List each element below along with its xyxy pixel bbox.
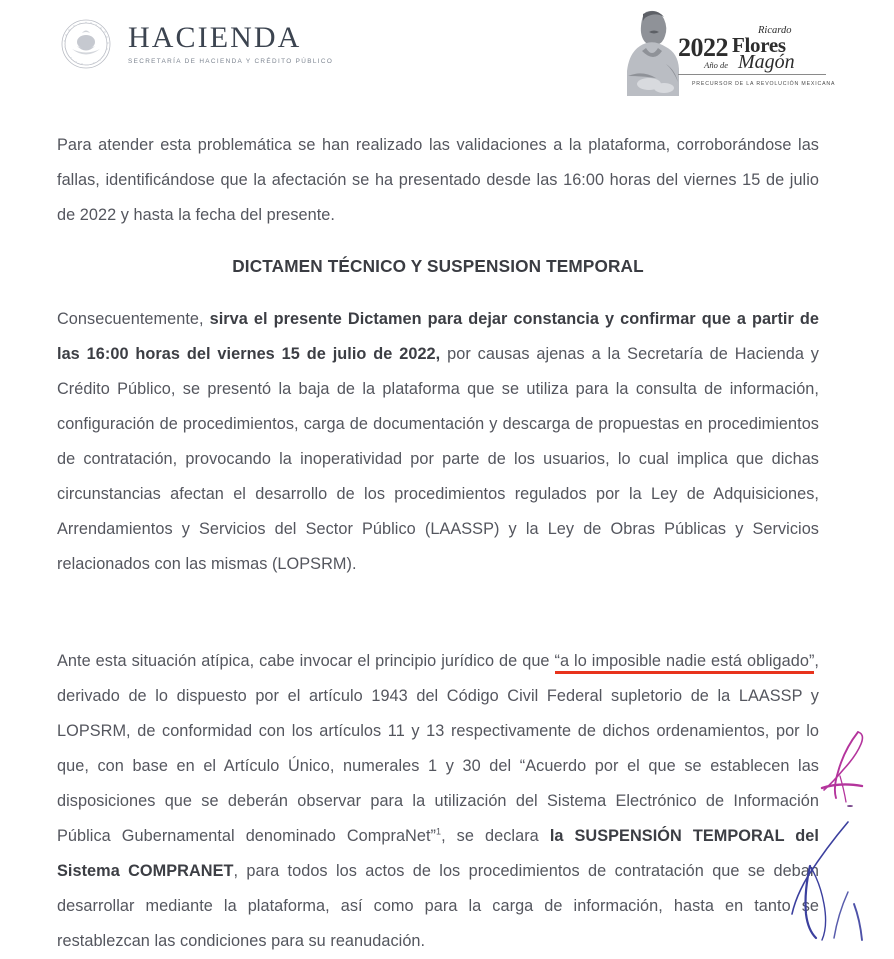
run-underlined-principio: “a lo imposible nadie está obligado” [555, 652, 815, 674]
magon-name-ricardo: Ricardo [758, 25, 792, 36]
footnote-marker: 1 [436, 826, 442, 837]
document-header [0, 0, 894, 108]
hacienda-title: HACIENDA [128, 21, 302, 54]
magon-divider [678, 74, 826, 75]
paragraph-principio-juridico [57, 644, 819, 959]
magon-ano-de-label: Año de [704, 60, 728, 71]
run-causas-ajenas: por causas ajenas a la Secretaría de Hacienda y Crédito Público, se presentó la baja de la plataforma que se utiliza para la consulta de información, configuración de procedimientos, carga de documentación y descarga de propuestas en procedimientos de contratación, provocando la inoperatividad por parte de los usuarios, lo cual implica que dichas circunstancias afectan el desarrollo de los procedimientos regulados por la Ley de Adquisiciones, Arrendamientos y Servicios del Sector Público (LAASSP) y la Ley de Obras Públicas y Servicios relacionados con las mismas (LOPSRM). [57, 345, 819, 573]
mexican-national-seal-icon [58, 16, 114, 72]
magon-name-flores: Flores [732, 32, 786, 57]
hacienda-wordmark [128, 23, 333, 65]
magon-year: 2022 [678, 33, 728, 63]
magon-tagline: PRECURSOR DE LA REVOLUCIÓN MEXICANA [692, 81, 836, 88]
paragraph-dictamen [57, 302, 819, 582]
magon-name-magon: Magón [738, 50, 795, 73]
run-bold-suspension-compranet: la SUSPENSIÓN TEMPORAL del Sistema COMPRANET [57, 827, 819, 880]
page-title: DICTAMEN TÉCNICO Y SUSPENSION TEMPORAL [232, 256, 644, 276]
signature-mark-magenta [820, 726, 894, 834]
hacienda-subtitle: SECRETARÍA DE HACIENDA Y CRÉDITO PÚBLICO [128, 58, 334, 65]
run-actos-procedimientos: , para todos los actos de los procedimientos de contratación que se deban desarrollar mediante la plataforma, así como para la carga de información, hasta en tanto se restablezcan las condiciones para su reanudación. [57, 862, 819, 950]
run-se-declara: , se declara [441, 827, 550, 845]
document-body [57, 128, 819, 959]
run-bold-fecha-suspension: sirva el presente Dictamen para dejar constancia y confirmar que a partir de las 16:00 horas del viernes 15 de julio de 2022, [57, 310, 819, 363]
run-ante-esta-situacion: Ante esta situación atípica, cabe invocar el principio jurídico de que [57, 652, 555, 670]
paragraph-validaciones: Para atender esta problemática se han realizado las validaciones a la plataforma, corroborándose las fallas, identificándose que la afectación se ha presentado desde las 16:00 horas del viernes 15 de julio de 2022 y hasta la fecha del presente. [57, 136, 819, 224]
run-consecuentemente: Consecuentemente, [57, 310, 210, 328]
hacienda-logo [58, 16, 333, 72]
ricardo-flores-magon-logo [616, 4, 836, 98]
magon-lockup [678, 25, 836, 88]
run-codigo-civil-acuerdo: , derivado de lo dispuesto por el artículo 1943 del Código Civil Federal supletorio de la LAASSP y LOPSRM, de conformidad con los artículos 11 y 13 respectivamente de dichos ordenamientos, por lo que, con base en el Artículo Único, numerales 1 y 30 del “Acuerdo por el que se establecen las disposiciones que se deberán observar para la utilización del Sistema Electrónico de Información Pública Gubernamental denominado CompraNet” [57, 652, 819, 845]
